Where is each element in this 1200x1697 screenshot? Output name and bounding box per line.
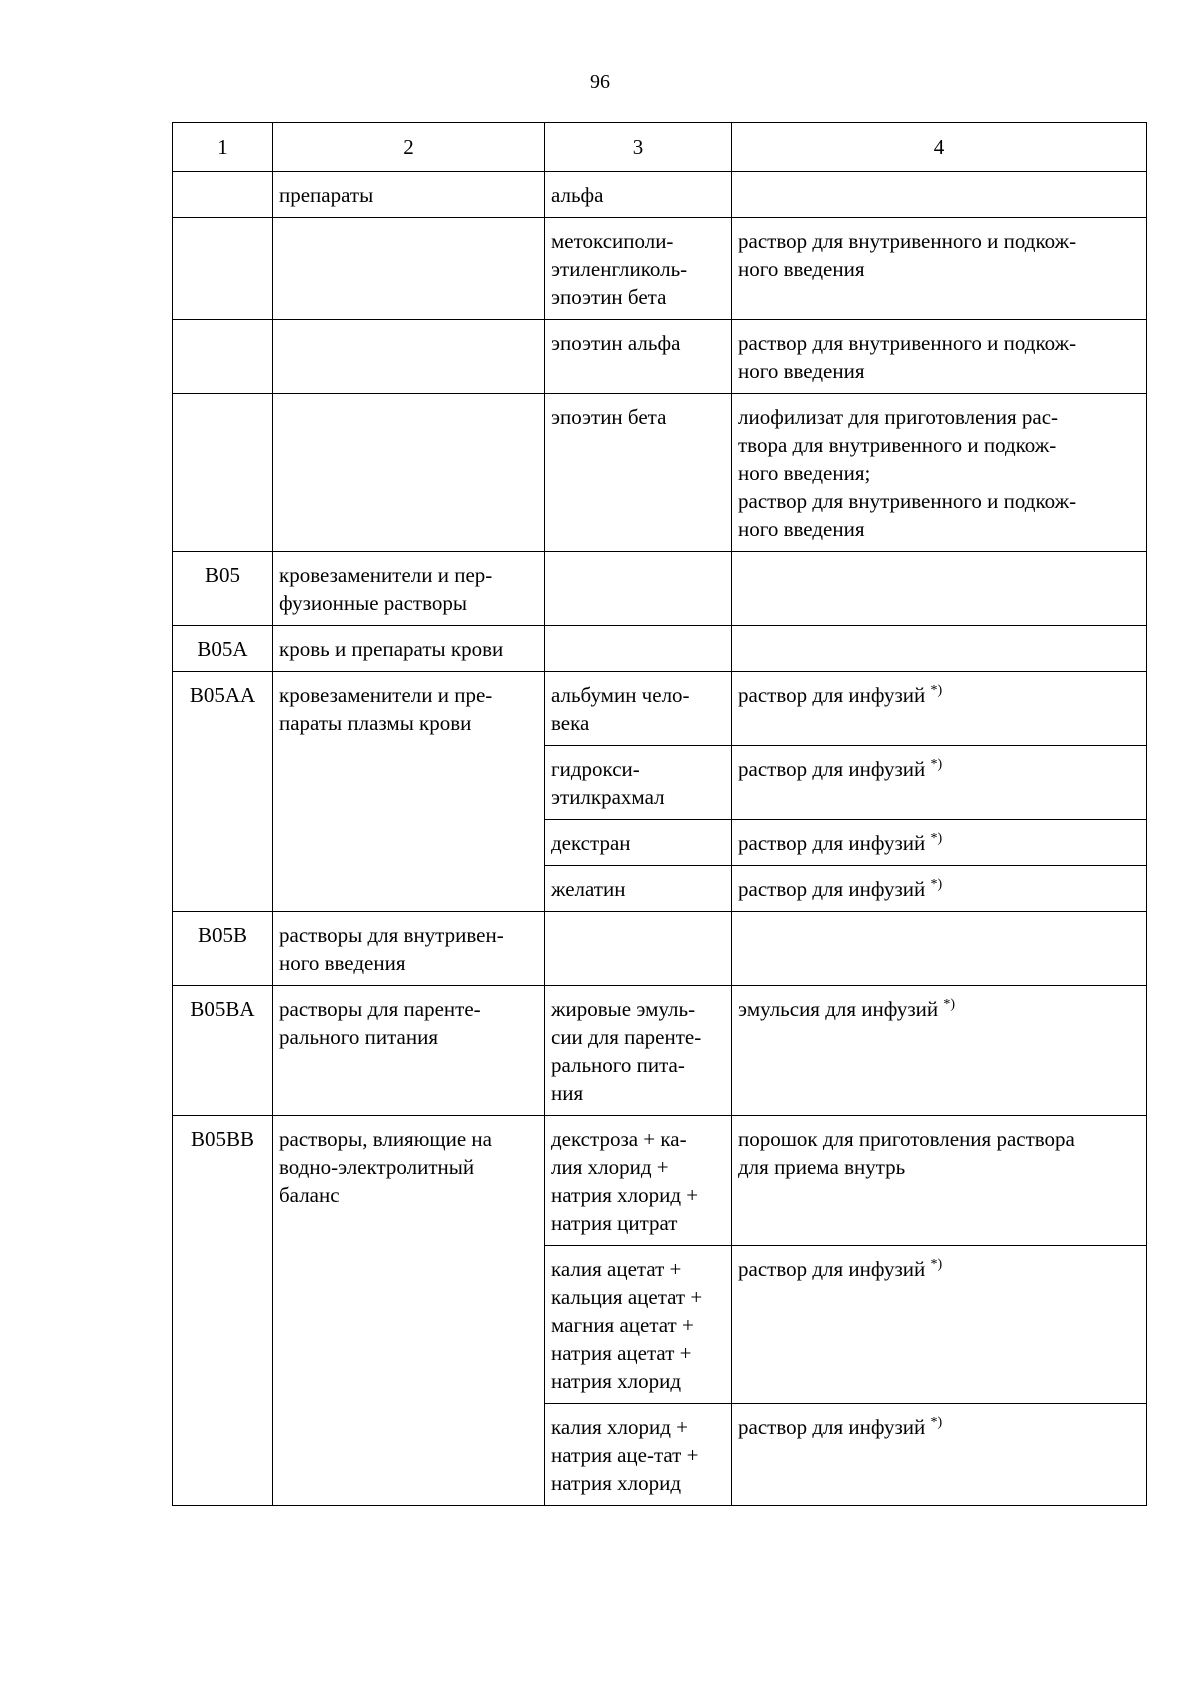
drug-table xyxy=(172,122,1147,1506)
footnote-mark: *) xyxy=(930,1415,943,1430)
dosage-form-cell xyxy=(732,866,1147,912)
dosage-form-cell xyxy=(732,552,1147,626)
atc-code-cell: B05BB xyxy=(173,1116,273,1506)
substance-cell xyxy=(545,912,732,986)
table-row xyxy=(173,1116,1147,1246)
group-cell: растворы, влияющие на водно-электролитный баланс xyxy=(273,1116,545,1506)
group-cell xyxy=(273,320,545,394)
dosage-form-cell xyxy=(732,672,1147,746)
dosage-form-text: раствор для инфузий xyxy=(738,757,926,781)
table-row xyxy=(173,394,1147,552)
dosage-form-cell xyxy=(732,626,1147,672)
substance-cell: калия ацетат + кальция ацетат + магния ацетат + натрия ацетат + натрия хлорид xyxy=(545,1246,732,1404)
table-header-row xyxy=(173,123,1147,172)
group-cell xyxy=(273,218,545,320)
column-header-1: 1 xyxy=(173,123,273,172)
atc-code-cell xyxy=(173,394,273,552)
atc-code-cell: B05B xyxy=(173,912,273,986)
group-cell xyxy=(273,394,545,552)
dosage-form-cell xyxy=(732,986,1147,1116)
table-row xyxy=(173,218,1147,320)
substance-cell: декстроза + ка- лия хлорид + натрия хлорид + натрия цитрат xyxy=(545,1116,732,1246)
atc-code-cell: B05AA xyxy=(173,672,273,912)
table-row xyxy=(173,672,1147,746)
substance-cell: эпоэтин альфа xyxy=(545,320,732,394)
dosage-form-cell xyxy=(732,912,1147,986)
dosage-form-cell xyxy=(732,820,1147,866)
footnote-mark: *) xyxy=(930,831,943,846)
atc-code-cell: B05 xyxy=(173,552,273,626)
table-row xyxy=(173,172,1147,218)
group-cell: растворы для паренте- рального питания xyxy=(273,986,545,1116)
atc-code-cell: B05BA xyxy=(173,986,273,1116)
footnote-mark: *) xyxy=(930,1257,943,1272)
dosage-form-cell xyxy=(732,1404,1147,1506)
column-header-3: 3 xyxy=(545,123,732,172)
dosage-form-cell: раствор для внутривенного и подкож- ного введения xyxy=(732,218,1147,320)
dosage-form-cell xyxy=(732,172,1147,218)
dosage-form-text: раствор для инфузий xyxy=(738,1415,926,1439)
group-cell: растворы для внутривен- ного введения xyxy=(273,912,545,986)
page-number: 96 xyxy=(590,71,610,93)
table-row xyxy=(173,320,1147,394)
substance-cell: декстран xyxy=(545,820,732,866)
substance-cell: гидрокси- этилкрахмал xyxy=(545,746,732,820)
group-cell: кровезаменители и пре- параты плазмы крови xyxy=(273,672,545,912)
substance-cell: калия хлорид + натрия аце-тат + натрия хлорид xyxy=(545,1404,732,1506)
substance-cell: метоксиполи- этиленгликоль- эпоэтин бета xyxy=(545,218,732,320)
column-header-4: 4 xyxy=(732,123,1147,172)
substance-cell: альфа xyxy=(545,172,732,218)
footnote-mark: *) xyxy=(930,757,943,772)
footnote-mark: *) xyxy=(943,997,956,1012)
substance-cell: эпоэтин бета xyxy=(545,394,732,552)
footnote-mark: *) xyxy=(930,877,943,892)
atc-code-cell: B05A xyxy=(173,626,273,672)
dosage-form-cell: раствор для внутривенного и подкож- ного введения xyxy=(732,320,1147,394)
column-header-2: 2 xyxy=(273,123,545,172)
table-row xyxy=(173,552,1147,626)
atc-code-cell xyxy=(173,218,273,320)
dosage-form-cell xyxy=(732,746,1147,820)
table-row xyxy=(173,912,1147,986)
dosage-form-text: раствор для инфузий xyxy=(738,683,926,707)
dosage-form-text: эмульсия для инфузий xyxy=(738,997,939,1021)
footnote-mark: *) xyxy=(930,683,943,698)
atc-code-cell xyxy=(173,172,273,218)
substance-cell: желатин xyxy=(545,866,732,912)
dosage-form-text: раствор для инфузий xyxy=(738,831,926,855)
substance-cell: жировые эмуль- сии для паренте- рального пита- ния xyxy=(545,986,732,1116)
table-row xyxy=(173,626,1147,672)
substance-cell xyxy=(545,552,732,626)
table-row xyxy=(173,986,1147,1116)
dosage-form-text: раствор для инфузий xyxy=(738,877,926,901)
dosage-form-text: раствор для инфузий xyxy=(738,1257,926,1281)
dosage-form-cell xyxy=(732,1246,1147,1404)
atc-code-cell xyxy=(173,320,273,394)
dosage-form-cell: порошок для приготовления раствора для приема внутрь xyxy=(732,1116,1147,1246)
dosage-form-cell: лиофилизат для приготовления рас- твора для внутривенного и подкож- ного введения; раствор для внутривенного и подкож- ного введения xyxy=(732,394,1147,552)
group-cell: препараты xyxy=(273,172,545,218)
group-cell: кровь и препараты крови xyxy=(273,626,545,672)
group-cell: кровезаменители и пер- фузионные растворы xyxy=(273,552,545,626)
substance-cell xyxy=(545,626,732,672)
substance-cell: альбумин чело- века xyxy=(545,672,732,746)
